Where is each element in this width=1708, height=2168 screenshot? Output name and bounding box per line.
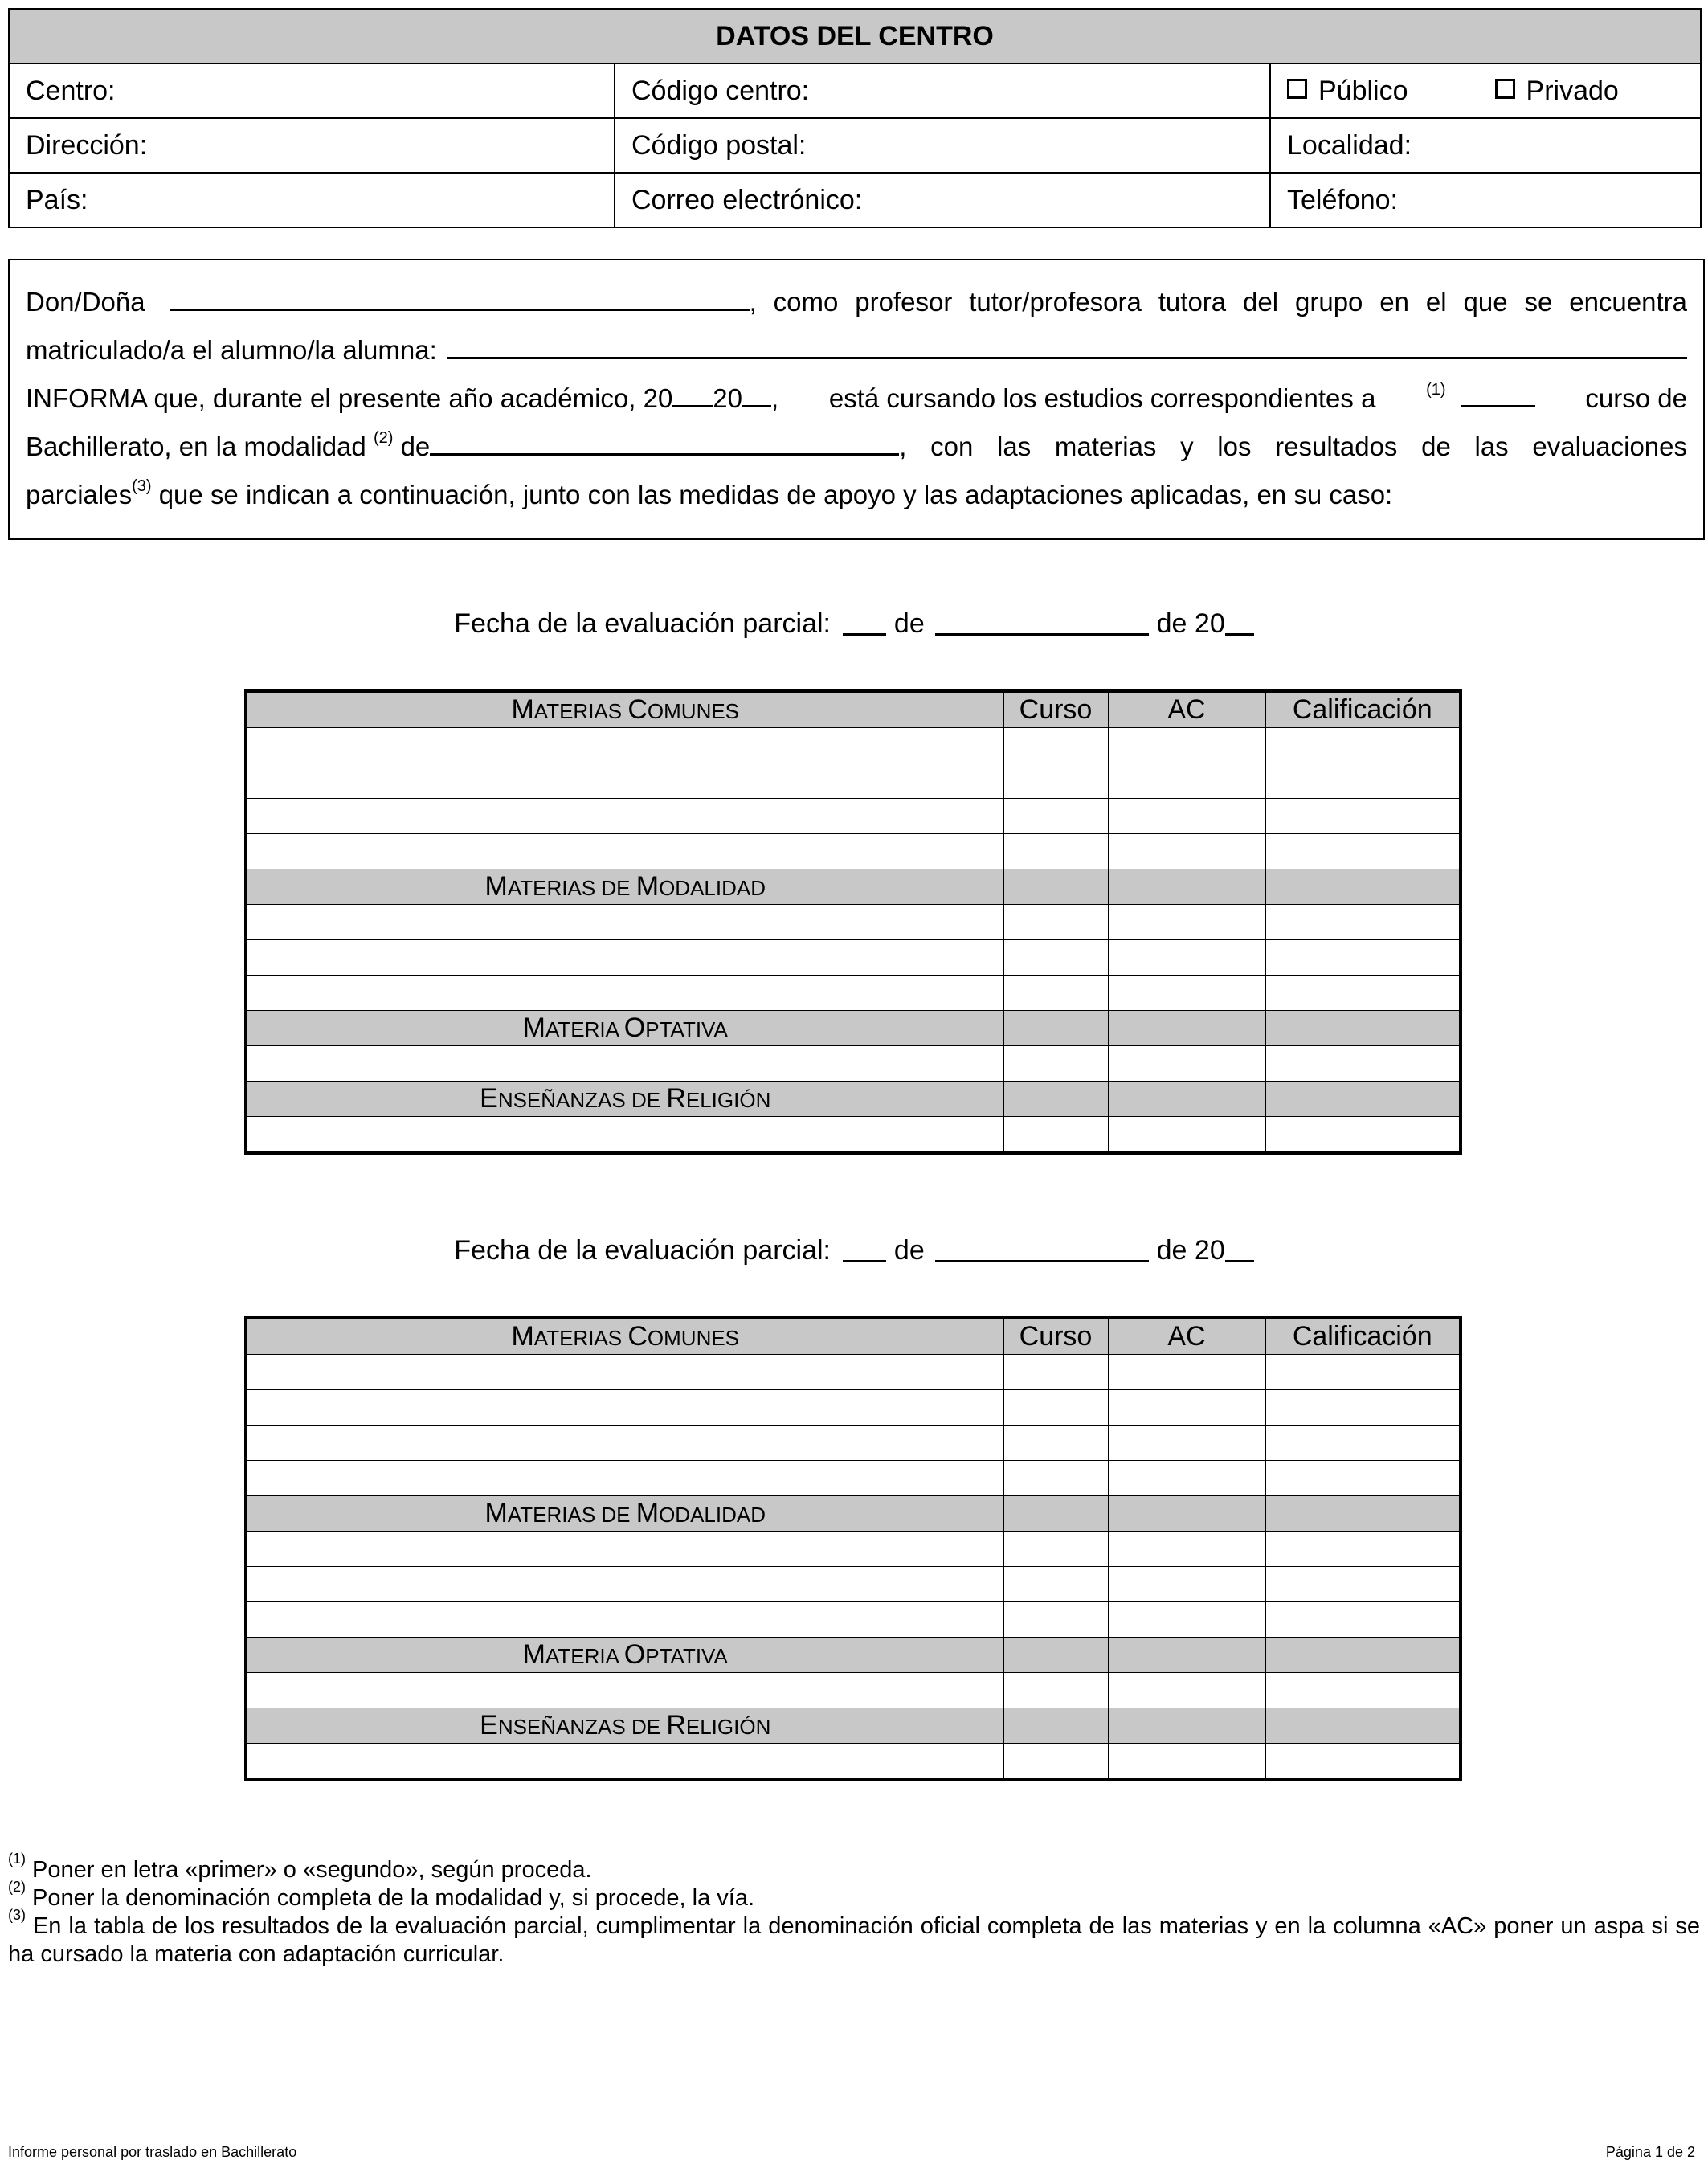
coma-text: , xyxy=(771,383,779,413)
mes-blank[interactable] xyxy=(935,1233,1149,1262)
curso-header: Curso xyxy=(1003,691,1108,728)
materias-comunes-header: MATERIAS COMUNES xyxy=(246,1318,1003,1355)
calificacion-header: Calificación xyxy=(1265,1318,1461,1355)
table-row[interactable] xyxy=(246,1117,1461,1154)
footnote-1 xyxy=(8,1851,1700,1884)
anio-blank[interactable] xyxy=(1225,606,1254,636)
anio-blank[interactable] xyxy=(1225,1233,1254,1262)
table-row[interactable] xyxy=(246,834,1461,869)
section-row-religion xyxy=(246,1708,1461,1744)
anio-inicio-blank[interactable] xyxy=(672,378,701,407)
codigo-postal-label: Código postal: xyxy=(631,129,807,161)
cursando-text: está cursando los estudios correspondientes a xyxy=(828,383,1376,413)
centro-field[interactable] xyxy=(9,63,615,118)
table-row[interactable] xyxy=(246,1426,1461,1461)
footnote-1-text: Poner en letra «primer» o «segundo», según proceda. xyxy=(26,1857,592,1883)
religion-header: ENSEÑANZAS DE RELIGIÓN xyxy=(246,1708,1003,1744)
footnote-2-marker: (2) xyxy=(8,1879,26,1896)
veinte-text: 20 xyxy=(713,383,743,413)
de1-text: de xyxy=(893,1235,925,1266)
table-row[interactable] xyxy=(246,976,1461,1011)
table-row[interactable] xyxy=(246,1046,1461,1082)
curso-de-text: curso de xyxy=(1585,383,1687,413)
footnote-3-text: En la tabla de los resultados de la evaluación parcial, cumplimentar la denominación oficial completa de las materias y en la columna «AC» poner un aspa si se ha cursado la materia con adaptación curricular. xyxy=(8,1913,1707,1967)
footnote-3-marker: (3) xyxy=(8,1907,26,1924)
materias-modalidad-header: MATERIAS DE MODALIDAD xyxy=(246,1496,1003,1532)
table-row[interactable] xyxy=(246,1461,1461,1496)
materias-comunes-header: MATERIAS COMUNES xyxy=(246,691,1003,728)
bachillerato-text: Bachillerato, en la modalidad xyxy=(26,432,366,461)
informe-paragraph xyxy=(8,259,1705,540)
publico-option[interactable] xyxy=(1287,76,1408,107)
materias-text: , con las materias y los resultados de las evaluaciones xyxy=(899,432,1687,461)
correo-label: Correo electrónico: xyxy=(631,184,863,215)
calificacion-header: Calificación xyxy=(1265,691,1461,728)
fecha-label: Fecha de la evaluación parcial: xyxy=(454,1235,831,1266)
pais-label: País: xyxy=(26,184,88,215)
table-row[interactable] xyxy=(246,763,1461,799)
pais-field[interactable] xyxy=(9,173,615,227)
table-row[interactable] xyxy=(246,1567,1461,1602)
localidad-label: Localidad: xyxy=(1287,129,1412,161)
table-row[interactable] xyxy=(246,905,1461,940)
footnotes xyxy=(8,1851,1707,1969)
parciales-group xyxy=(26,471,1392,519)
informe-line-4 xyxy=(26,423,1687,471)
table-row[interactable] xyxy=(246,1744,1461,1781)
footnote-2-text: Poner la denominación completa de la modalidad y, si procede, la vía. xyxy=(26,1885,755,1911)
fecha-label: Fecha de la evaluación parcial: xyxy=(454,608,831,639)
de1-text: de xyxy=(893,608,925,639)
de2-text: de 20 xyxy=(1156,1235,1225,1266)
footnote-1-marker: (1) xyxy=(8,1851,26,1867)
codigo-centro-label: Código centro: xyxy=(631,75,810,106)
telefono-field[interactable] xyxy=(1270,173,1701,227)
table-row[interactable] xyxy=(246,1532,1461,1567)
fecha-evaluacion-2 xyxy=(0,1233,1708,1266)
section-row-modalidad xyxy=(246,869,1461,905)
centro-label: Centro: xyxy=(26,75,116,106)
evaluacion-table-2 xyxy=(244,1316,1462,1781)
nota-ref-3: (3) xyxy=(132,477,152,495)
privado-label: Privado xyxy=(1526,75,1619,106)
correo-field[interactable] xyxy=(615,173,1270,227)
section-row-modalidad xyxy=(246,1496,1461,1532)
materia-optativa-header: MATERIA OPTATIVA xyxy=(246,1011,1003,1046)
table-row[interactable] xyxy=(246,1355,1461,1390)
section-row-religion xyxy=(246,1082,1461,1117)
ac-header: AC xyxy=(1108,691,1265,728)
table-row[interactable] xyxy=(246,1673,1461,1708)
informe-line-5 xyxy=(26,471,1687,519)
table-row[interactable] xyxy=(246,728,1461,763)
table-row[interactable] xyxy=(246,799,1461,834)
curso-header: Curso xyxy=(1003,1318,1108,1355)
section-row-optativa xyxy=(246,1638,1461,1673)
curso-group xyxy=(1426,374,1535,423)
fecha-evaluacion-1 xyxy=(0,606,1708,640)
nota-ref-1: (1) xyxy=(1426,381,1446,399)
matriculado-label: matriculado/a el alumno/la alumna: xyxy=(26,335,437,365)
footnote-3 xyxy=(8,1907,1707,1969)
tutor-text: , como profesor tutor/profesora tutora del grupo en el que se encuentra xyxy=(749,287,1687,317)
datos-centro-title: DATOS DEL CENTRO xyxy=(9,9,1701,63)
anio-fin-blank[interactable] xyxy=(742,378,771,407)
anio-group xyxy=(26,374,778,423)
datos-centro-table xyxy=(8,8,1702,228)
privado-checkbox[interactable] xyxy=(1495,79,1515,99)
table-row[interactable] xyxy=(246,1602,1461,1638)
resto-text: que se indican a continuación, junto con las medidas de apoyo y las adaptaciones aplicadas, en su caso: xyxy=(151,480,1393,509)
mes-blank[interactable] xyxy=(935,606,1149,636)
de-text: de xyxy=(400,432,431,461)
footnote-2 xyxy=(8,1879,1700,1912)
ac-header: AC xyxy=(1108,1318,1265,1355)
titularidad-cell xyxy=(1270,63,1701,118)
direccion-label: Dirección: xyxy=(26,129,148,161)
table-header-row xyxy=(246,1318,1461,1355)
table-row[interactable] xyxy=(246,1390,1461,1426)
footer-document-title: Informe personal por traslado en Bachillerato xyxy=(8,2144,297,2160)
dia-blank[interactable] xyxy=(843,1233,886,1262)
informa-text: INFORMA que, durante el presente año académico, 20 xyxy=(26,383,673,413)
de2-text: de 20 xyxy=(1156,608,1225,639)
codigo-postal-field[interactable] xyxy=(615,118,1270,173)
nombre-tutor-blank[interactable] xyxy=(170,282,750,311)
localidad-field[interactable] xyxy=(1270,118,1701,173)
direccion-field[interactable] xyxy=(9,118,615,173)
don-label: Don/Doña xyxy=(26,287,145,317)
evaluacion-table-1 xyxy=(244,689,1462,1155)
curso-blank[interactable] xyxy=(1461,378,1535,407)
informe-line-2 xyxy=(26,326,1687,374)
nota-ref-2: (2) xyxy=(373,429,394,447)
section-row-optativa xyxy=(246,1011,1461,1046)
anio-dash xyxy=(701,378,713,407)
religion-header: ENSEÑANZAS DE RELIGIÓN xyxy=(246,1082,1003,1117)
informe-line-3 xyxy=(26,374,1687,423)
telefono-label: Teléfono: xyxy=(1287,184,1398,215)
modalidad-blank[interactable] xyxy=(430,427,899,456)
dia-blank[interactable] xyxy=(843,606,886,636)
publico-label: Público xyxy=(1318,75,1408,106)
footer-page-number: Página 1 de 2 xyxy=(1605,2144,1695,2160)
alumno-blank[interactable] xyxy=(447,330,1687,359)
publico-checkbox[interactable] xyxy=(1287,79,1307,99)
table-row[interactable] xyxy=(246,940,1461,976)
modalidad-group xyxy=(26,423,430,471)
informe-line-1 xyxy=(26,278,1687,326)
privado-option[interactable] xyxy=(1495,76,1619,107)
table-header-row xyxy=(246,691,1461,728)
parciales-text: parciales xyxy=(26,480,133,509)
codigo-centro-field[interactable] xyxy=(615,63,1270,118)
materias-modalidad-header: MATERIAS DE MODALIDAD xyxy=(246,869,1003,905)
materia-optativa-header: MATERIA OPTATIVA xyxy=(246,1638,1003,1673)
